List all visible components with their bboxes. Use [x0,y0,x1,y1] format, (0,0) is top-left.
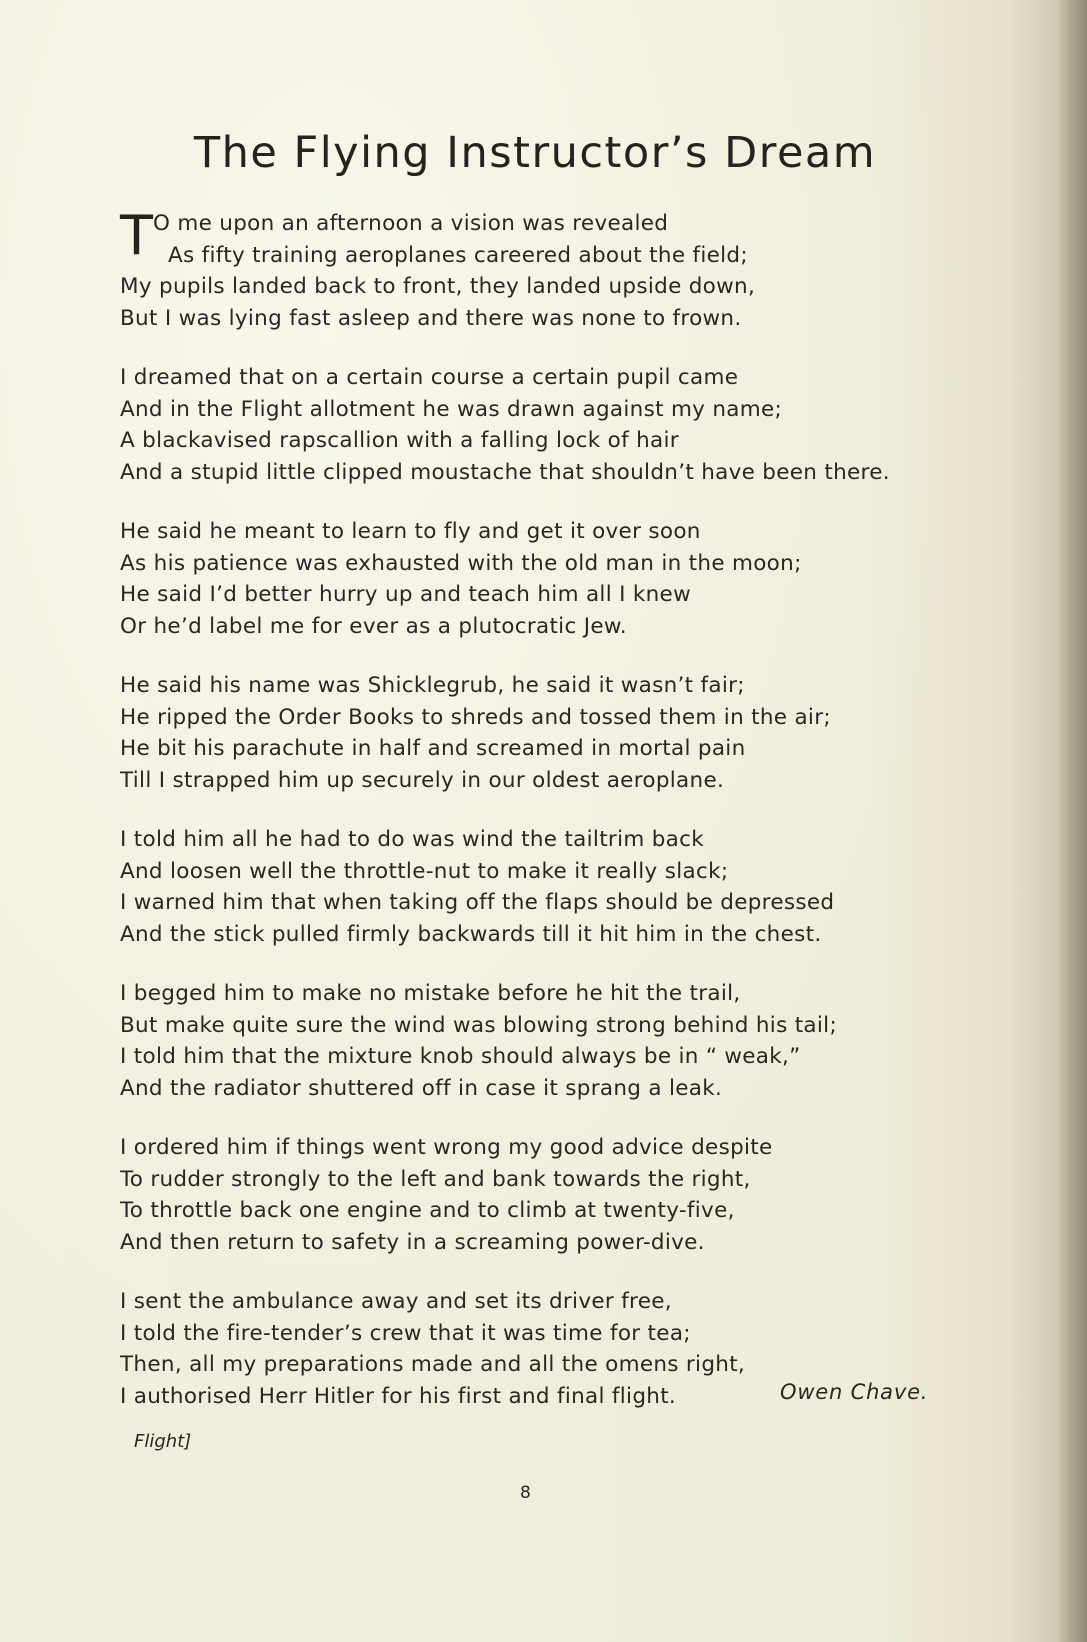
poem-line: To rudder strongly to the left and bank towards the right, [120,1166,751,1192]
poem-line: O me upon an afternoon a vision was revealed [153,211,669,236]
poem-line: He said I’d better hurry up and teach him all I knew [120,582,691,607]
stanza-6 [120,978,960,1104]
stanza-2 [120,362,960,488]
page-number: 8 [520,1483,531,1503]
poem-line: I begged him to make no mistake before he hit the trail, [120,981,741,1006]
page-spine-shadow [1057,0,1087,1642]
stanza-1 [120,204,960,334]
poem-line: I ordered him if things went wrong my good advice despite [120,1135,773,1160]
poem-body [120,204,960,1440]
poem-line: I sent the ambulance away and set its driver free, [120,1289,672,1314]
stanza-7 [120,1132,960,1258]
poem-line: I told the fire-tender’s crew that it was time for tea; [120,1320,691,1346]
author-signature: Owen Chave. [780,1380,929,1404]
poem-line: He said his name was Shicklegrub, he said it wasn’t fair; [120,673,745,698]
poem-line: Or he’d label me for ever as a plutocratic Jew. [120,613,627,639]
stanza-3 [120,516,960,642]
poem-line: And then return to safety in a screaming power-dive. [120,1229,705,1255]
poem-line: To throttle back one engine and to climb at twenty-five, [120,1198,735,1223]
poem-line: A blackavised rapscallion with a falling lock of hair [120,428,679,453]
poem-line: I told him that the mixture knob should always be in “ weak,” [120,1044,801,1069]
poem-line: And loosen well the throttle-nut to make it really slack; [120,858,729,884]
poem-line: I told him all he had to do was wind the tailtrim back [120,827,705,852]
poem-line: Till I strapped him up securely in our oldest aeroplane. [120,767,725,793]
poem-line: Then, all my preparations made and all the omens right, [120,1352,746,1377]
poem-line: As fifty training aeroplanes careered about the field; [168,242,748,268]
poem-line: My pupils landed back to front, they landed upside down, [120,274,756,299]
poem-line: I authorised Herr Hitler for his first and final flight. [120,1383,677,1409]
poem-title: The Flying Instructor’s Dream [193,128,877,178]
poem-line: He ripped the Order Books to shreds and tossed them in the air; [120,704,831,730]
poem-line: But make quite sure the wind was blowing strong behind his tail; [120,1012,837,1038]
stanza-5 [120,824,960,950]
poem-line: But I was lying fast asleep and there was none to frown. [120,305,742,331]
poem-line: He bit his parachute in half and screamed in mortal pain [120,736,746,761]
source-credit: Flight] [134,1431,192,1452]
poem-line: As his patience was exhausted with the old man in the moon; [120,550,802,576]
poem-line: He said he meant to learn to fly and get it over soon [120,519,701,544]
poem-line: I dreamed that on a certain course a certain pupil came [120,365,739,390]
poem-line: And the stick pulled firmly backwards till it hit him in the chest. [120,921,822,947]
poem-line: And in the Flight allotment he was drawn against my name; [120,396,783,422]
drop-cap: T [120,204,153,267]
poem-line: And the radiator shuttered off in case it sprang a leak. [120,1075,723,1101]
poem-line: I warned him that when taking off the flaps should be depressed [120,890,835,915]
poem-line: And a stupid little clipped moustache that shouldn’t have been there. [120,459,890,485]
stanza-4 [120,670,960,796]
